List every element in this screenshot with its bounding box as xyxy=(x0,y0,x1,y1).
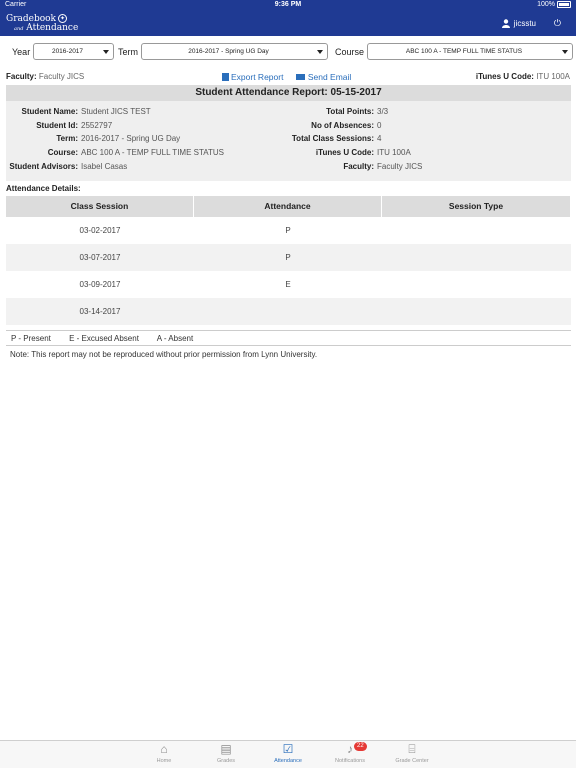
app-logo[interactable] xyxy=(6,14,78,34)
seal-icon: ✦ xyxy=(59,15,66,22)
field-value: Faculty JICS xyxy=(377,162,423,171)
field-value: 2552797 xyxy=(81,121,113,130)
session-type xyxy=(382,298,571,325)
field-value: ABC 100 A - TEMP FULL TIME STATUS xyxy=(81,148,225,157)
field-label: Student Advisors: xyxy=(9,162,78,171)
column-header: Session Type xyxy=(382,196,571,217)
session-date: 03-07-2017 xyxy=(79,253,121,262)
course-select-value: ABC 100 A - TEMP FULL TIME STATUS xyxy=(405,48,523,55)
attendance-table xyxy=(6,196,571,325)
tab-label: Grade Center xyxy=(395,758,429,764)
faculty-label: Faculty: xyxy=(6,72,37,81)
report-summary xyxy=(6,85,571,181)
tab-label: Attendance xyxy=(274,758,302,764)
field-value: ITU 100A xyxy=(377,148,411,157)
field-label: Total Class Sessions: xyxy=(291,134,374,143)
tab-home[interactable] xyxy=(134,743,194,764)
session-type xyxy=(382,217,571,244)
field-label: Student Id: xyxy=(36,121,78,130)
table-header xyxy=(6,196,571,217)
status-bar xyxy=(0,0,576,11)
table-row xyxy=(6,244,571,271)
tab-grades[interactable] xyxy=(196,743,256,764)
field-value: 3/3 xyxy=(377,107,389,116)
report-title: Student Attendance Report: 05-15-2017 xyxy=(6,85,571,101)
table-row xyxy=(6,217,571,244)
session-type xyxy=(382,271,571,298)
battery-percent: 100% xyxy=(537,1,555,8)
field-label: Term: xyxy=(56,134,78,143)
session-date: 03-14-2017 xyxy=(79,307,121,316)
itunes-label: iTunes U Code: xyxy=(475,72,534,81)
export-report-link[interactable]: Export Report xyxy=(231,72,284,82)
term-select[interactable] xyxy=(141,43,328,60)
field-label: Faculty: xyxy=(343,162,374,171)
term-row xyxy=(6,134,180,146)
notification-badge: 22 xyxy=(354,742,367,751)
attendance-code: P xyxy=(285,226,291,235)
legend-excused: E - Excused Absent xyxy=(69,334,139,343)
mail-icon xyxy=(296,74,305,80)
home-icon: ⌂ xyxy=(160,742,168,756)
carrier-label: Carrier xyxy=(5,1,27,8)
tab-label: Home xyxy=(156,758,172,764)
power-icon[interactable]: ⏻ xyxy=(553,18,561,28)
battery-icon xyxy=(557,1,571,8)
total-sessions-row xyxy=(266,134,381,146)
table-row xyxy=(6,271,571,298)
tab-notifications[interactable] xyxy=(320,743,380,764)
field-label: Total Points: xyxy=(326,107,374,116)
tab-attendance[interactable] xyxy=(258,743,318,764)
battery-indicator xyxy=(537,1,571,8)
logo-line1: Gradebook xyxy=(6,14,56,24)
course-row xyxy=(6,148,224,160)
attendance-legend xyxy=(6,330,571,346)
attendance-code xyxy=(194,298,382,325)
field-label: iTunes U Code: xyxy=(315,148,374,157)
course-label: Course xyxy=(335,47,365,57)
tab-label: Notifications xyxy=(335,758,365,764)
itunes-value: ITU 100A xyxy=(536,72,570,81)
attendance-details-label: Attendance Details: xyxy=(6,184,81,193)
field-value: 2016-2017 - Spring UG Day xyxy=(81,134,181,143)
table-row xyxy=(6,298,571,325)
legend-present: P - Present xyxy=(11,334,51,343)
field-value: Isabel Casas xyxy=(81,162,128,171)
username: jicsstu xyxy=(513,19,536,28)
field-value: 0 xyxy=(377,121,382,130)
session-type xyxy=(382,244,571,271)
field-label: Course: xyxy=(47,148,78,157)
term-select-value: 2016-2017 - Spring UG Day xyxy=(188,48,269,55)
session-date: 03-09-2017 xyxy=(79,280,121,289)
column-header: Class Session xyxy=(6,196,194,217)
field-label: Student Name: xyxy=(21,107,78,116)
year-label: Year xyxy=(12,47,31,57)
itunes-info xyxy=(476,72,570,81)
attendance-code: E xyxy=(285,280,291,289)
chevron-down-icon xyxy=(317,50,323,54)
term-label: Term xyxy=(118,47,138,57)
faculty-value: Faculty JICS xyxy=(38,72,85,81)
book-icon: ▤ xyxy=(220,742,232,756)
tab-grade-center[interactable] xyxy=(382,743,442,764)
year-select-value: 2016-2017 xyxy=(51,48,84,55)
advisors-row xyxy=(6,162,127,174)
student-id-row xyxy=(6,121,112,133)
send-email-link[interactable]: Send Email xyxy=(307,72,352,82)
course-select[interactable] xyxy=(367,43,573,60)
logo-line2: Attendance xyxy=(26,23,79,33)
info-row xyxy=(0,71,576,83)
user-icon xyxy=(502,19,510,28)
faculty-row xyxy=(266,162,422,174)
student-name-row xyxy=(6,107,151,119)
chevron-down-icon xyxy=(103,50,109,54)
field-label: No of Absences: xyxy=(311,121,374,130)
year-select[interactable] xyxy=(33,43,114,60)
report-actions xyxy=(222,72,351,82)
clock: 9:36 PM xyxy=(274,1,302,8)
bell-icon: ♪ xyxy=(347,742,353,756)
logo-and: and xyxy=(14,26,24,32)
column-header: Attendance xyxy=(194,196,382,217)
checkbox-icon: ☑ xyxy=(282,742,294,756)
legend-absent: A - Absent xyxy=(156,334,194,343)
field-value: 4 xyxy=(377,134,382,143)
tab-bar xyxy=(0,740,576,768)
user-menu[interactable] xyxy=(502,19,536,28)
tab-label: Grades xyxy=(216,758,236,764)
itunes-code-row xyxy=(266,148,411,160)
total-points-row xyxy=(266,107,388,119)
building-icon: ⌸ xyxy=(408,742,416,756)
attendance-code: P xyxy=(285,253,291,262)
field-value: Student JICS TEST xyxy=(81,107,151,116)
faculty-info xyxy=(6,72,84,81)
disclaimer-note: Note: This report may not be reproduced without prior permission from Lynn University. xyxy=(10,350,318,359)
absences-row xyxy=(266,121,381,133)
session-date: 03-02-2017 xyxy=(79,226,121,235)
app-header xyxy=(0,11,576,36)
chevron-down-icon xyxy=(562,50,568,54)
filter-bar xyxy=(0,42,576,62)
export-icon xyxy=(222,73,229,81)
